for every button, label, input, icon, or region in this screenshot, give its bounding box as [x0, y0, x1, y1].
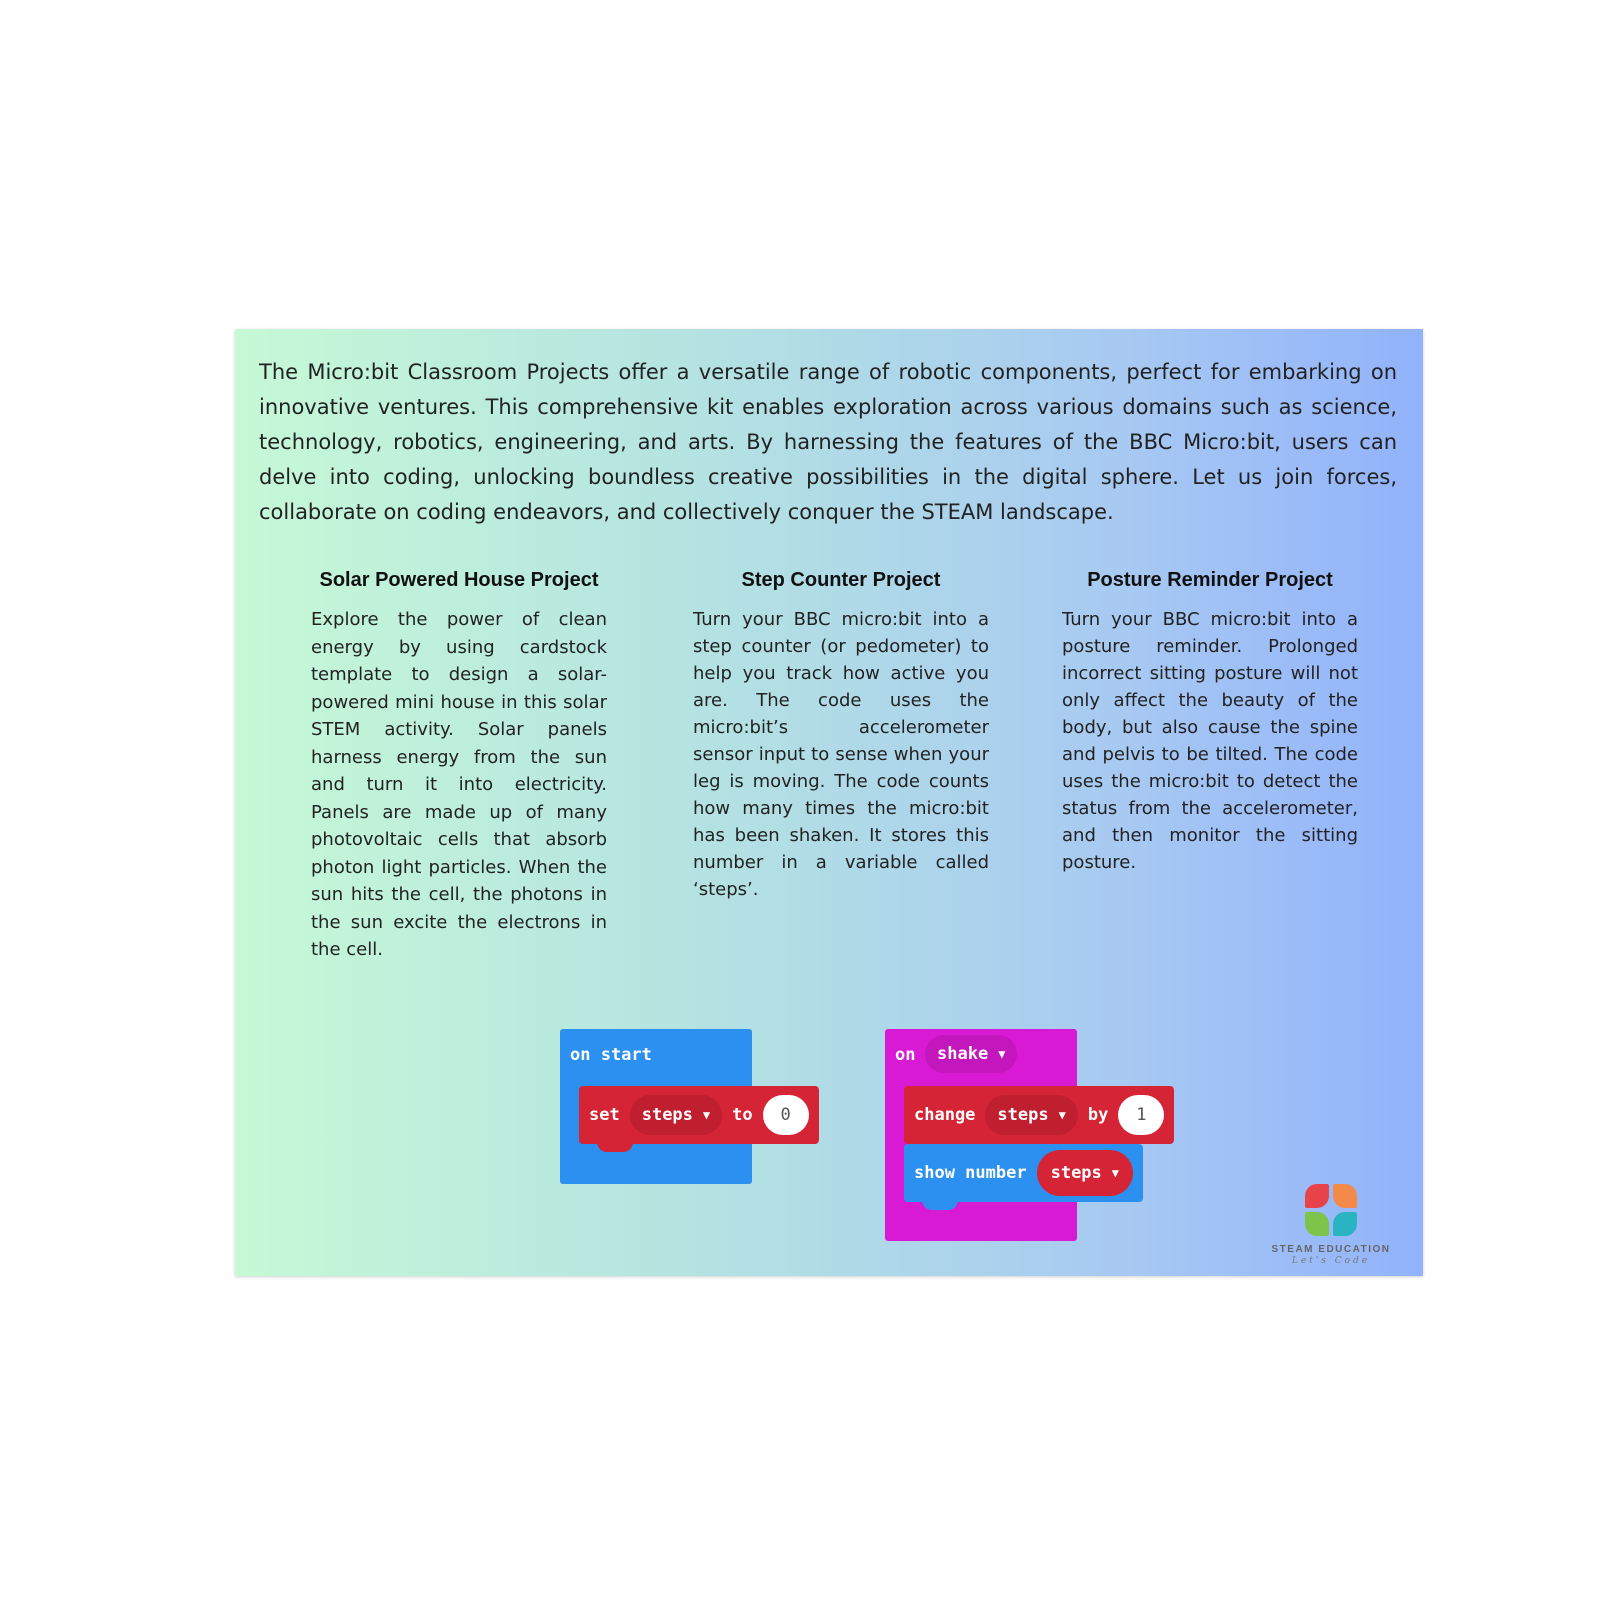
logo-mark	[1303, 1182, 1359, 1238]
on-start-label: on start	[570, 1045, 652, 1065]
gesture-dropdown[interactable]	[925, 1035, 1017, 1073]
logo-leaf-red	[1305, 1184, 1329, 1208]
show-number-block[interactable]	[904, 1144, 1143, 1202]
change-variable-block[interactable]	[904, 1086, 1174, 1144]
variable-dropdown[interactable]	[630, 1095, 722, 1135]
project-posture-reminder	[1062, 569, 1358, 876]
logo-leaf-green	[1305, 1212, 1329, 1236]
caret-down-icon: ▼	[702, 1108, 711, 1122]
set-variable-block[interactable]	[579, 1086, 819, 1144]
caret-down-icon: ▼	[1058, 1108, 1066, 1122]
variable-name: steps	[997, 1105, 1049, 1125]
project-title: Solar Powered House Project	[319, 569, 599, 591]
amount-input[interactable]: 1	[1118, 1095, 1164, 1135]
gesture-name: shake	[937, 1044, 989, 1064]
steam-education-logo	[1261, 1182, 1401, 1266]
project-description: Turn your BBC micro:bit into a step counter (or pedometer) to help you track how active you are. The code uses the micro:bit’s accelerometer sensor input to sense when your leg is moving. The code counts how many times the micro:bit has been shaken. It stores this number in a variable called ‘steps’.	[693, 609, 989, 900]
caret-down-icon: ▼	[998, 1047, 1006, 1061]
project-title: Posture Reminder Project	[1087, 569, 1333, 591]
logo-leaf-teal	[1333, 1212, 1357, 1236]
block-notch	[597, 1142, 633, 1152]
caret-down-icon: ▼	[1111, 1166, 1120, 1180]
logo-leaf-orange	[1333, 1184, 1357, 1208]
project-description: Explore the power of clean energy by using cardstock template to design a solar-powered mini house in this solar STEM activity. Solar panels harness energy from the sun and turn it into electricity. Panels are made up of many photovoltaic cells that absorb photon light particles. When the sun hits the cell, the photons in the sun excite the electrons in the cell.	[311, 609, 607, 960]
project-description: Turn your BBC micro:bit into a posture reminder. Prolonged incorrect sitting posture will not only affect the beauty of the body, but also cause the spine and pelvis to be tilted. The code uses the micro:bit to detect the status from the accelerometer, and then monitor the sitting posture.	[1062, 609, 1358, 873]
project-step-counter	[693, 569, 989, 903]
variable-name: steps	[1050, 1163, 1102, 1183]
by-keyword: by	[1087, 1105, 1109, 1125]
block-notch	[922, 1200, 958, 1210]
set-keyword: set	[589, 1105, 620, 1125]
project-card	[235, 329, 1423, 1276]
on-start-block[interactable]	[560, 1029, 830, 1184]
value-input[interactable]: 0	[763, 1095, 809, 1135]
logo-name: STEAM EDUCATION	[1271, 1244, 1391, 1255]
on-shake-block[interactable]	[885, 1029, 1185, 1241]
show-number-keyword: show number	[914, 1163, 1027, 1183]
variable-reporter[interactable]	[1037, 1150, 1133, 1196]
change-keyword: change	[914, 1105, 976, 1125]
intro-paragraph: The Micro:bit Classroom Projects offer a versatile range of robotic components, perfect for embarking on innovative ventures. This comprehensive kit enables exploration across various domains such as science, technology, robotics, engineering, and arts. By harnessing the features of the BBC Micro:bit, users can delve into coding, unlocking boundless creative possibilities in the digital sphere. Let us join forces, collaborate on coding endeavors, and collectively conquer the STEAM landscape.	[259, 360, 1397, 524]
to-keyword: to	[732, 1105, 753, 1125]
on-keyword: on	[895, 1045, 916, 1065]
project-title: Step Counter Project	[741, 569, 941, 591]
variable-name: steps	[641, 1105, 693, 1125]
project-solar-house	[311, 569, 607, 964]
variable-dropdown[interactable]	[985, 1095, 1077, 1135]
logo-tagline: Let's Code	[1291, 1256, 1371, 1266]
